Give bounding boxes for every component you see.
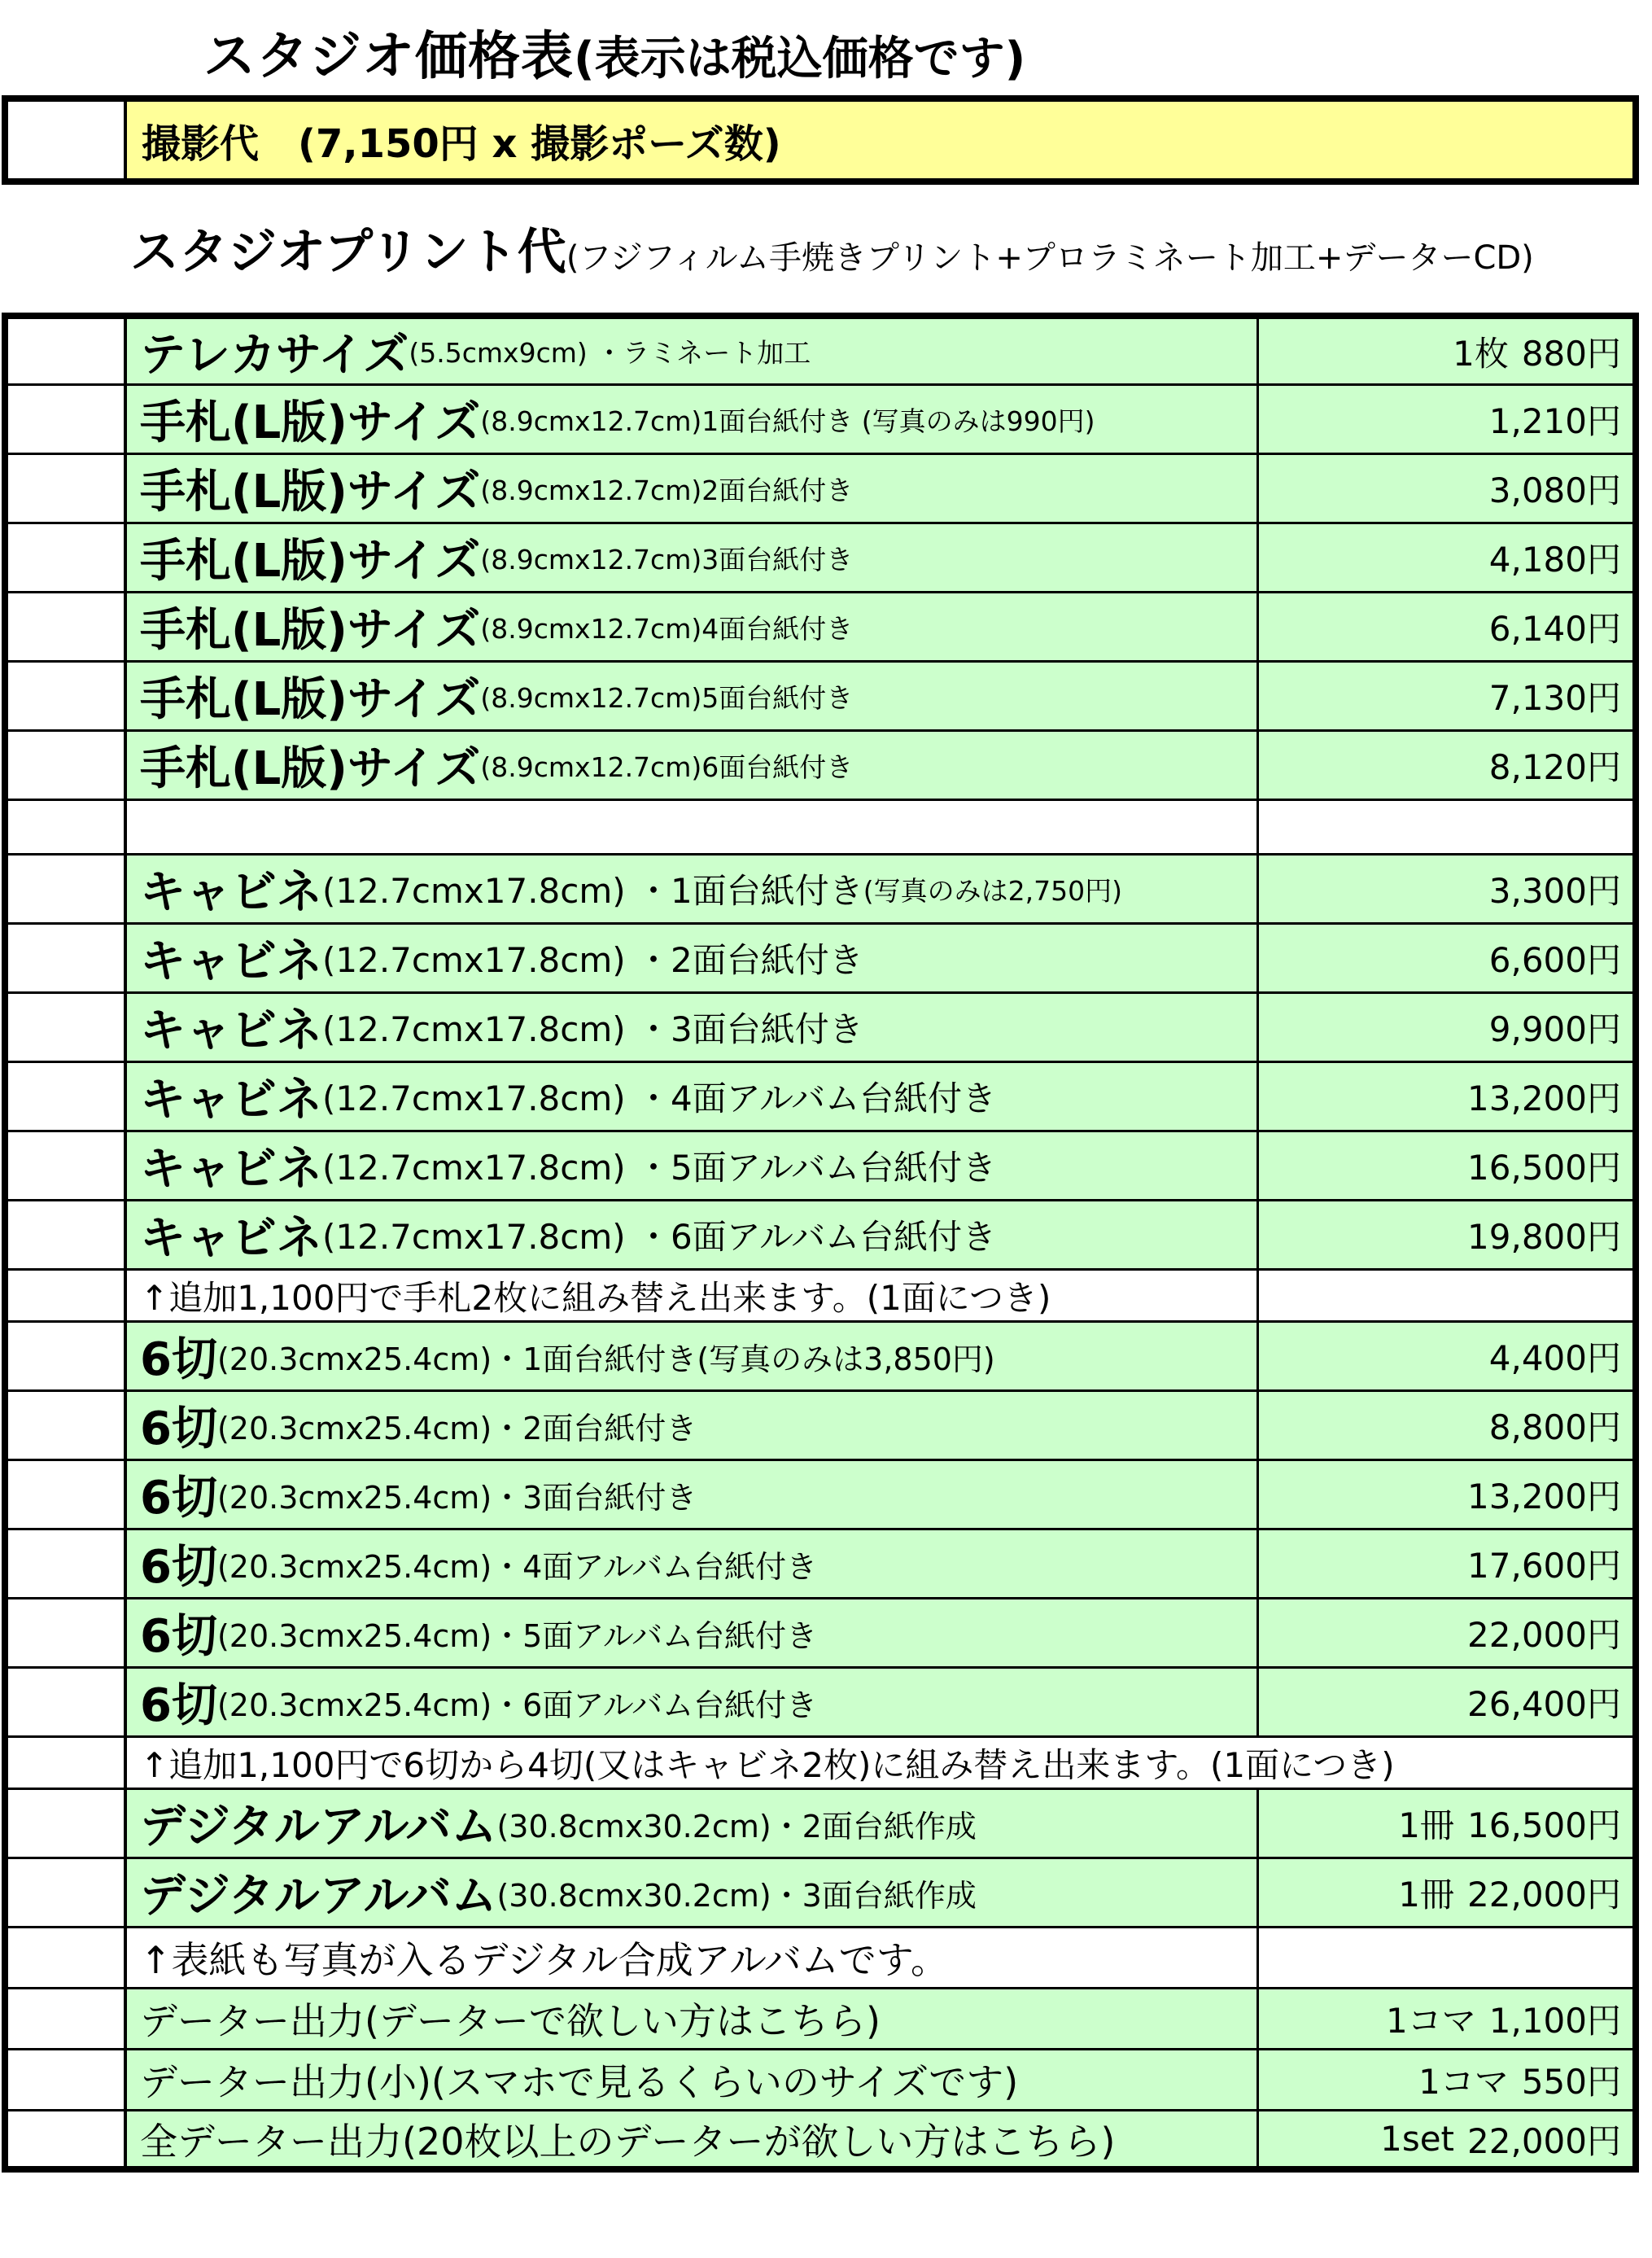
price-value: 19,800円 [1467, 1217, 1621, 1257]
item-name: 手札(L版)サイズ [140, 466, 481, 519]
item-extra: (写真のみは2,750円) [863, 874, 1122, 907]
table-row [8, 524, 1632, 593]
item-name: 手札(L版)サイズ [140, 742, 481, 795]
price-value: 22,000円 [1467, 1875, 1621, 1914]
item-name: 手札(L版)サイズ [140, 604, 481, 657]
price-cell [1259, 524, 1632, 591]
price-value: 550円 [1521, 2062, 1621, 2102]
price-value: 22,000円 [1467, 2120, 1621, 2161]
item-name: 6切 [140, 1472, 217, 1525]
item-detail: (8.9cmx12.7cm)2面台紙付き [480, 474, 854, 506]
row-blank-cell [8, 994, 127, 1061]
price-value: 8,800円 [1488, 1407, 1621, 1447]
row-blank-cell [8, 1530, 127, 1597]
note-row [8, 1271, 1632, 1323]
price-cell [1259, 2050, 1632, 2109]
item-cell [127, 1530, 1259, 1597]
row-blank-cell [8, 732, 127, 799]
item-name: 手札(L版)サイズ [140, 673, 481, 726]
row-blank-cell [8, 1859, 127, 1926]
item-name: データー出力(小)(スマホで見るくらいのサイズです) [140, 2060, 1019, 2104]
item-name: キャビネ [140, 935, 322, 988]
item-detail: (8.9cmx12.7cm)6面台紙付き [480, 750, 854, 783]
table-row [8, 1859, 1632, 1928]
item-detail: (30.8cmx30.2cm)・2面台紙作成 [496, 1808, 977, 1844]
row-blank-cell [8, 663, 127, 729]
row-blank-cell [8, 1063, 127, 1130]
item-detail: (8.9cmx12.7cm)4面台紙付き [480, 612, 854, 645]
price-value: 13,200円 [1467, 1079, 1621, 1118]
price-cell [1259, 1859, 1632, 1926]
item-name: キャビネ [140, 1143, 322, 1196]
table-row [8, 1132, 1632, 1201]
price-cell [1259, 1790, 1632, 1857]
item-cell [127, 593, 1259, 660]
item-detail: (20.3cmx25.4cm)・4面アルバム台紙付き [216, 1548, 818, 1585]
table-row [8, 386, 1632, 455]
row-blank-cell [8, 455, 127, 522]
note-text: ↑追加1,100円で6切から4切(又はキャビネ2枚)に組み替え出来ます。(1面につき) [140, 1744, 1395, 1785]
item-name: キャビネ [140, 1004, 322, 1057]
price-cell [1259, 1989, 1632, 2048]
empty-cell [1259, 801, 1632, 853]
empty-cell [1259, 1928, 1632, 1987]
item-cell [127, 1790, 1259, 1857]
title-main: スタジオ価格表 [203, 27, 574, 87]
price-cell [1259, 1132, 1632, 1199]
page-title [203, 24, 1025, 90]
price-value: 16,500円 [1467, 1148, 1621, 1188]
price-value: 1,100円 [1488, 2001, 1621, 2041]
empty-row [8, 801, 1632, 856]
table-row [8, 1530, 1632, 1599]
item-detail: (8.9cmx12.7cm)1面台紙付き (写真のみは990円) [480, 405, 1095, 437]
table-row [8, 1063, 1632, 1132]
row-blank-cell [8, 386, 127, 453]
item-cell [127, 732, 1259, 799]
item-detail: (8.9cmx12.7cm)3面台紙付き [480, 543, 854, 575]
print-heading-sub: (フジフィルム手焼きプリント+プロラミネート加工+データーCD) [566, 239, 1534, 277]
item-name: 6切 [140, 1610, 217, 1663]
item-name: デジタルアルバム [140, 1870, 497, 1923]
table-row [8, 455, 1632, 524]
price-cell [1259, 1461, 1632, 1528]
price-cell [1259, 994, 1632, 1061]
session-fee-label: 撮影代 (7,150円 x 撮影ポーズ数) [127, 102, 1632, 178]
price-cell [1259, 1599, 1632, 1666]
row-blank-cell [8, 1669, 127, 1735]
note-cell [127, 1928, 1259, 1987]
row-blank-cell [8, 593, 127, 660]
price-value: 1,210円 [1488, 401, 1621, 441]
price-cell [1259, 732, 1632, 799]
price-cell [1259, 1323, 1632, 1389]
item-detail: (12.7cmx17.8cm) ・2面台紙付き [322, 940, 863, 980]
fee-blank-cell [8, 102, 127, 178]
item-name: キャビネ [140, 1212, 322, 1265]
row-blank-cell [8, 2111, 127, 2166]
price-value: 6,140円 [1488, 609, 1621, 649]
price-value: 16,500円 [1467, 1805, 1621, 1845]
item-cell [127, 1859, 1259, 1926]
item-detail: (30.8cmx30.2cm)・3面台紙作成 [496, 1877, 977, 1914]
row-blank-cell [8, 1790, 127, 1857]
note-text: ↑表紙も写真が入るデジタル合成アルバムです。 [140, 1938, 949, 1982]
note-row [8, 1738, 1632, 1790]
table-row [8, 1669, 1632, 1738]
row-blank-cell [8, 1392, 127, 1459]
price-value: 3,080円 [1488, 470, 1621, 510]
price-cell [1259, 386, 1632, 453]
item-name: デジタルアルバム [140, 1801, 497, 1853]
item-cell [127, 856, 1259, 922]
item-cell [127, 1669, 1259, 1735]
price-unit: 1set [1380, 2119, 1455, 2159]
row-blank-cell [8, 925, 127, 991]
item-cell [127, 1461, 1259, 1528]
price-cell [1259, 455, 1632, 522]
row-blank-cell [8, 1928, 127, 1987]
table-row [8, 319, 1632, 386]
row-blank-cell [8, 2050, 127, 2109]
item-detail: (5.5cmx9cm) ・ラミネート加工 [409, 337, 811, 369]
row-blank-cell [8, 1599, 127, 1666]
table-row [8, 663, 1632, 732]
row-blank-cell [8, 524, 127, 591]
price-unit: 1冊 [1398, 1875, 1455, 1914]
price-cell [1259, 1392, 1632, 1459]
row-blank-cell [8, 1132, 127, 1199]
item-detail: (12.7cmx17.8cm) ・4面アルバム台紙付き [322, 1079, 997, 1118]
item-cell [127, 2050, 1259, 2109]
price-unit: 1冊 [1398, 1805, 1455, 1845]
table-row [8, 2111, 1632, 2173]
empty-cell [127, 801, 1259, 853]
item-cell [127, 1132, 1259, 1199]
item-name: テレカサイズ [140, 328, 409, 382]
row-blank-cell [8, 1271, 127, 1320]
item-cell [127, 994, 1259, 1061]
price-unit: 1コマ [1386, 2001, 1476, 2041]
item-name: 6切 [140, 1541, 217, 1594]
table-row [8, 1201, 1632, 1271]
item-cell [127, 663, 1259, 729]
table-row [8, 856, 1632, 925]
item-detail: (20.3cmx25.4cm)・1面台紙付き(写真のみは3,850円) [216, 1341, 995, 1377]
price-cell [1259, 1063, 1632, 1130]
price-value: 4,180円 [1488, 540, 1621, 580]
item-detail: (12.7cmx17.8cm) ・1面台紙付き [322, 871, 863, 911]
price-value: 4,400円 [1488, 1338, 1621, 1378]
note-row [8, 1928, 1632, 1989]
item-name: 手札(L版)サイズ [140, 396, 481, 449]
item-name: データー出力(データーで欲しい方はこちら) [140, 1999, 881, 2043]
item-name: 6切 [140, 1333, 217, 1386]
price-cell [1259, 593, 1632, 660]
item-name: キャビネ [140, 1074, 322, 1127]
session-fee-box [2, 95, 1639, 185]
item-detail: (12.7cmx17.8cm) ・6面アルバム台紙付き [322, 1217, 997, 1257]
item-cell [127, 386, 1259, 453]
row-blank-cell [8, 1738, 127, 1788]
item-cell [127, 1063, 1259, 1130]
item-cell [127, 2111, 1259, 2166]
price-value: 7,130円 [1488, 678, 1621, 718]
table-row [8, 1790, 1632, 1859]
item-cell [127, 1392, 1259, 1459]
price-value: 26,400円 [1467, 1684, 1621, 1724]
row-blank-cell [8, 801, 127, 853]
item-detail: (20.3cmx25.4cm)・6面アルバム台紙付き [216, 1687, 818, 1723]
price-unit: 1枚 [1453, 333, 1509, 374]
price-cell [1259, 856, 1632, 922]
item-detail: (8.9cmx12.7cm)5面台紙付き [480, 681, 854, 714]
item-detail: (20.3cmx25.4cm)・2面台紙付き [216, 1410, 697, 1446]
table-row [8, 2050, 1632, 2111]
item-detail: (20.3cmx25.4cm)・5面アルバム台紙付き [216, 1617, 818, 1654]
print-heading-main: スタジオプリント代 [130, 224, 566, 281]
price-cell [1259, 1669, 1632, 1735]
row-blank-cell [8, 1323, 127, 1389]
price-value: 6,600円 [1488, 940, 1621, 980]
table-row [8, 1599, 1632, 1669]
item-name: 6切 [140, 1679, 217, 1732]
price-cell [1259, 319, 1632, 383]
item-name: キャビネ [140, 866, 322, 919]
item-detail: (12.7cmx17.8cm) ・3面台紙付き [322, 1009, 863, 1049]
table-row [8, 925, 1632, 994]
note-cell [127, 1271, 1259, 1320]
table-row [8, 1461, 1632, 1530]
note-text: ↑追加1,100円で手札2枚に組み替え出来ます。(1面につき) [140, 1277, 1051, 1318]
price-value: 9,900円 [1488, 1009, 1621, 1049]
table-row [8, 1323, 1632, 1392]
price-value: 13,200円 [1467, 1477, 1621, 1516]
item-name: 6切 [140, 1402, 217, 1455]
table-row [8, 732, 1632, 801]
item-name: 手札(L版)サイズ [140, 535, 481, 588]
row-blank-cell [8, 1201, 127, 1268]
empty-cell [1259, 1271, 1632, 1320]
item-cell [127, 524, 1259, 591]
price-value: 3,300円 [1488, 871, 1621, 911]
price-cell [1259, 1201, 1632, 1268]
item-detail: (12.7cmx17.8cm) ・5面アルバム台紙付き [322, 1148, 997, 1188]
item-detail: (20.3cmx25.4cm)・3面台紙付き [216, 1479, 697, 1516]
price-cell [1259, 1530, 1632, 1597]
item-cell [127, 1323, 1259, 1389]
item-cell [127, 1201, 1259, 1268]
print-section-heading [130, 220, 1534, 285]
row-blank-cell [8, 1989, 127, 2048]
row-blank-cell [8, 856, 127, 922]
price-table [2, 313, 1639, 2173]
price-value: 17,600円 [1467, 1546, 1621, 1586]
price-cell [1259, 925, 1632, 991]
item-cell [127, 925, 1259, 991]
price-cell [1259, 663, 1632, 729]
price-value: 22,000円 [1467, 1615, 1621, 1655]
table-row [8, 1989, 1632, 2050]
item-cell [127, 1599, 1259, 1666]
title-sub: (表示は税込価格です) [574, 33, 1026, 85]
table-row [8, 994, 1632, 1063]
price-value: 8,120円 [1488, 747, 1621, 787]
price-unit: 1コマ [1418, 2062, 1509, 2102]
table-row [8, 1392, 1632, 1461]
row-blank-cell [8, 1461, 127, 1528]
item-cell [127, 455, 1259, 522]
note-cell [127, 1738, 1632, 1788]
item-cell [127, 319, 1259, 383]
row-blank-cell [8, 319, 127, 383]
price-cell [1259, 2111, 1632, 2166]
table-row [8, 593, 1632, 663]
item-name: 全データー出力(20枚以上のデーターが欲しい方はこちら) [140, 2119, 1116, 2164]
price-value: 880円 [1521, 333, 1621, 374]
item-cell [127, 1989, 1259, 2048]
